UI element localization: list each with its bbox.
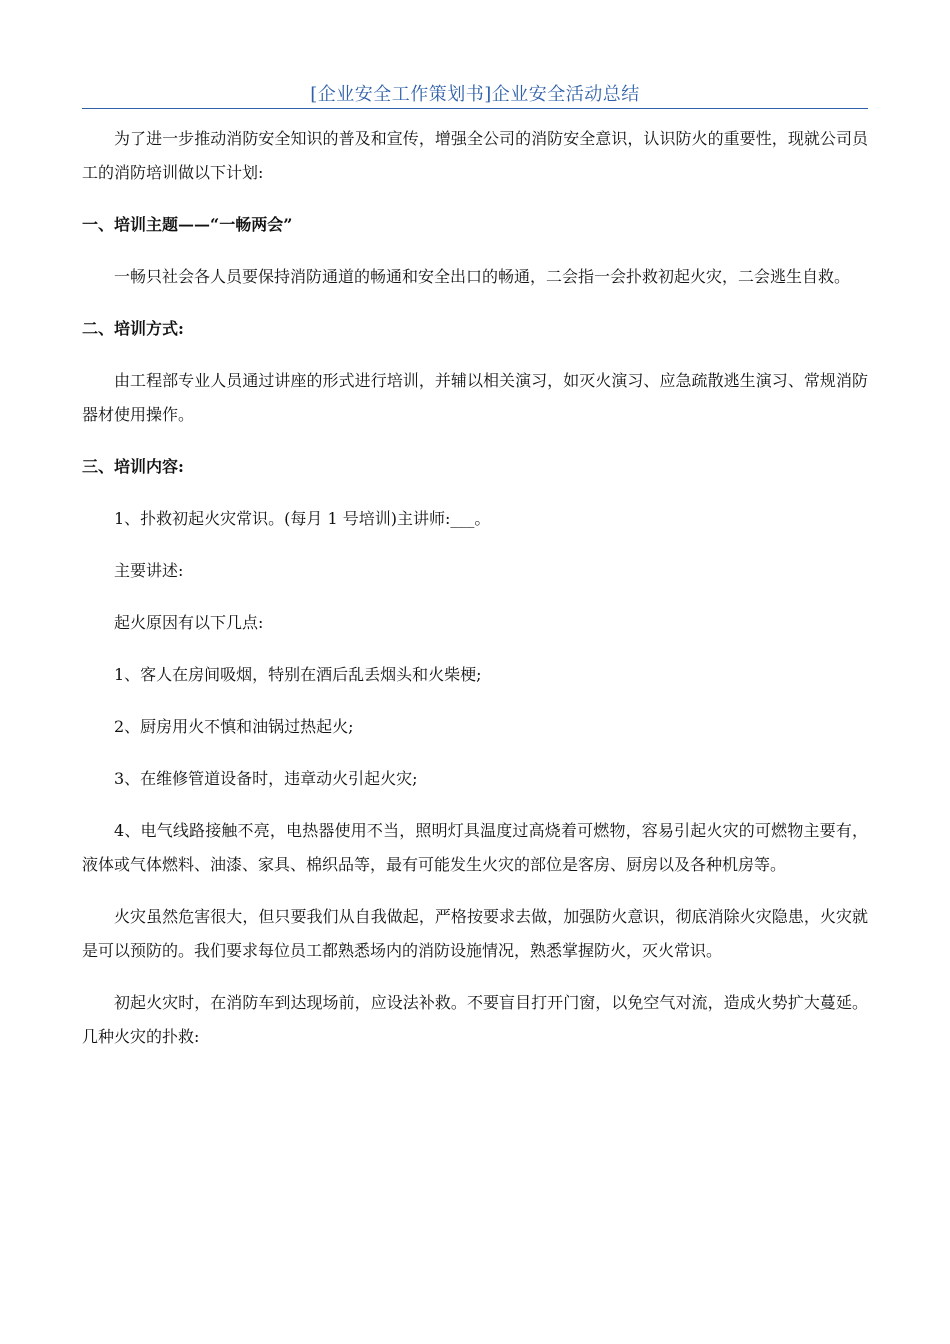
main-points-label: 主要讲述: (114, 561, 184, 580)
section-heading-content: 三、培训内容: (82, 457, 184, 476)
section-heading-method: 二、培训方式: (82, 319, 184, 338)
content-item-1: 1、扑救初起火灾常识。(每月 1 号培训)主讲师:___。 (114, 509, 491, 528)
cause-item-3: 3、在维修管道设备时，违章动火引起火灾; (114, 769, 418, 788)
page-header (82, 82, 868, 109)
page-title: [企业安全工作策划书]企业安全活动总结 (310, 84, 640, 105)
document-body (82, 122, 868, 1072)
section-heading-theme: 一、培训主题——“一畅两会” (82, 215, 293, 234)
initial-fire-paragraph: 初起火灾时，在消防车到达现场前，应设法补救。不要盲目打开门窗，以免空气对流，造成火势扩大蔓延。几种火灾的扑救: (82, 993, 868, 1046)
cause-item-1: 1、客人在房间吸烟，特别在酒后乱丢烟头和火柴梗; (114, 665, 482, 684)
prevention-paragraph: 火灾虽然危害很大，但只要我们从自我做起，严格按要求去做，加强防火意识，彻底消除火灾隐患，火灾就是可以预防的。我们要求每位员工都熟悉场内的消防设施情况，熟悉掌握防火，灭火常识。 (82, 907, 868, 960)
cause-item-2: 2、厨房用火不慎和油锅过热起火; (114, 717, 354, 736)
cause-item-4: 4、电气线路接触不亮，电热器使用不当，照明灯具温度过高烧着可燃物，容易引起火灾的可燃物主要有，液体或气体燃料、油漆、家具、棉织品等，最有可能发生火灾的部位是客房、厨房以及各种机房等。 (82, 821, 868, 874)
intro-paragraph: 为了进一步推动消防安全知识的普及和宣传，增强全公司的消防安全意识，认识防火的重要性，现就公司员工的消防培训做以下计划: (82, 129, 868, 182)
theme-paragraph: 一畅只社会各人员要保持消防通道的畅通和安全出口的畅通，二会指一会扑救初起火灾，二会逃生自救。 (114, 267, 851, 286)
method-paragraph: 由工程部专业人员通过讲座的形式进行培训，并辅以相关演习，如灭火演习、应急疏散逃生演习、常规消防器材使用操作。 (82, 371, 868, 424)
causes-intro: 起火原因有以下几点: (114, 613, 264, 632)
